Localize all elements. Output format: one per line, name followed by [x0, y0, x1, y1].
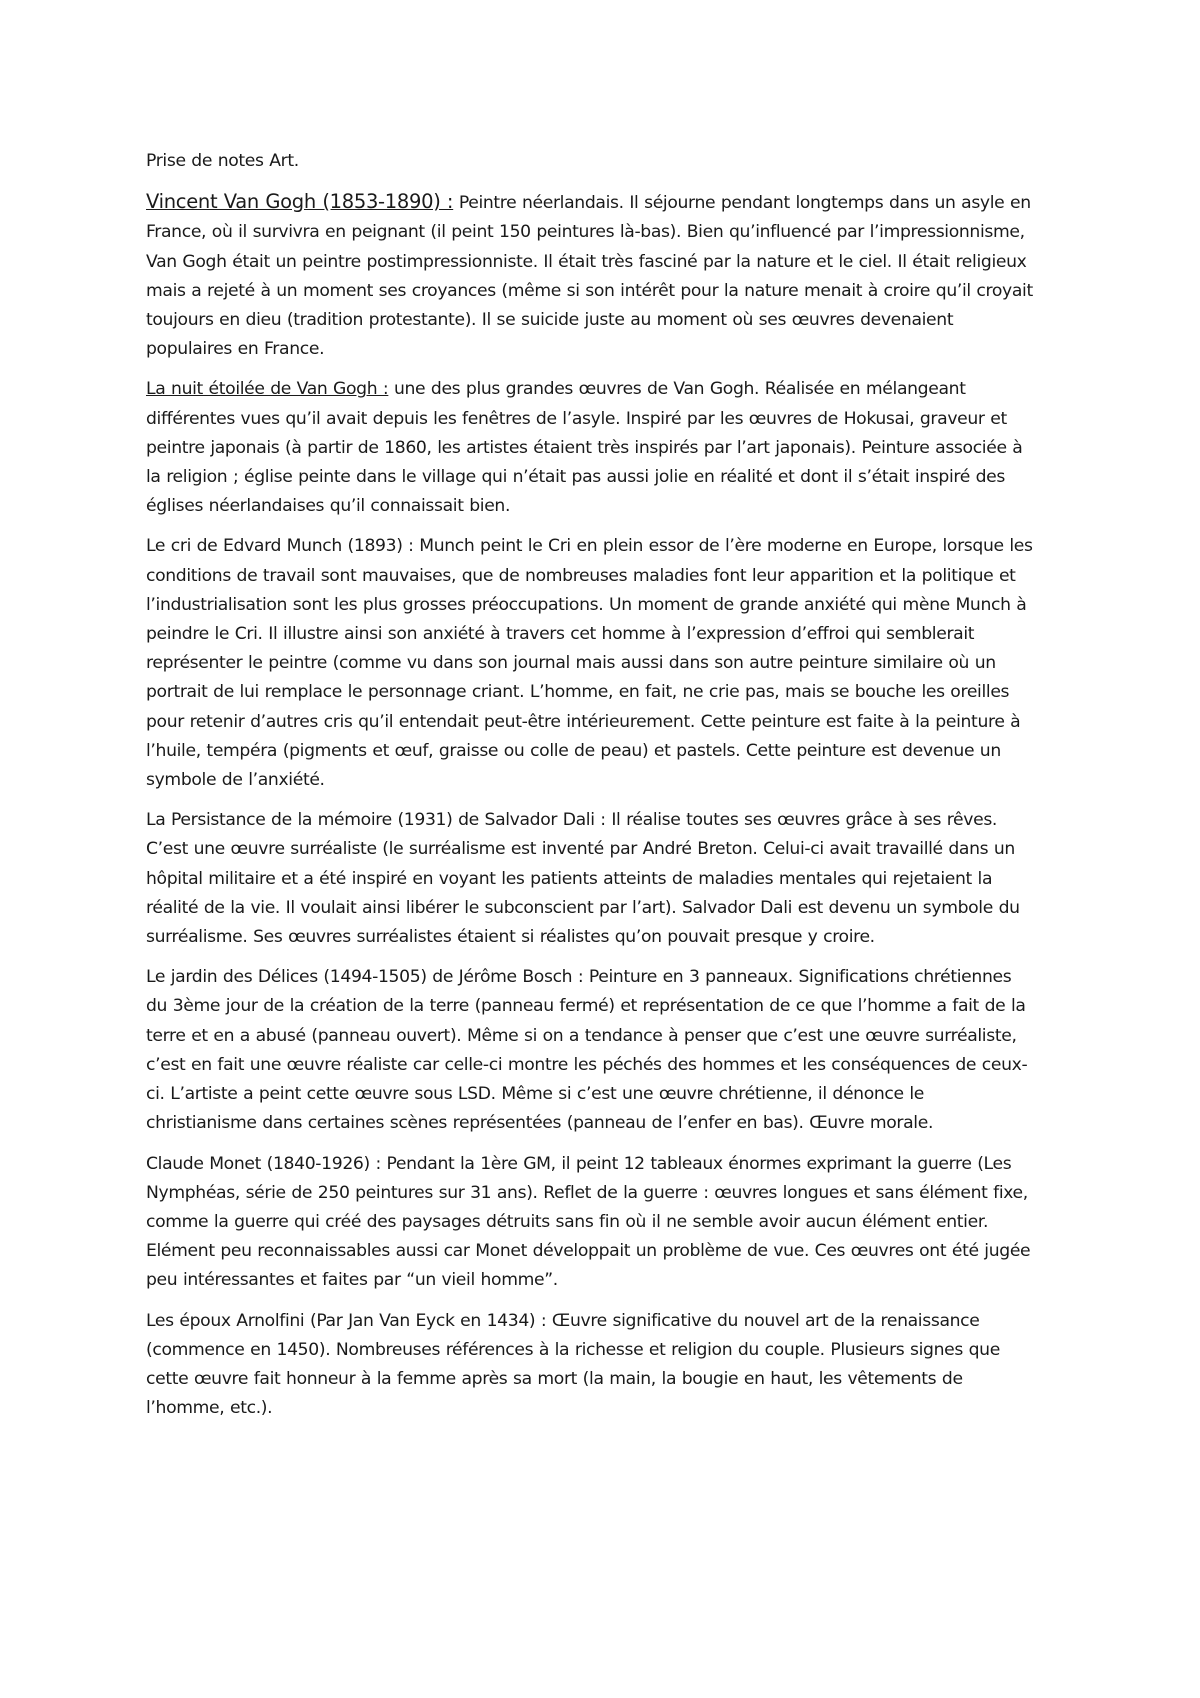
paragraph-persistance-memoire: La Persistance de la mémoire (1931) de Salvador Dali : Il réalise toutes ses œuvres grâce à ses rêves. C’est une œuvre surréaliste (le surréalisme est inventé par André Breton. Celui-ci avait travaillé dans un hôpital militaire et a été inspiré en voyant les patients atteints de maladies mentales qui rejetaient la réalité de la vie. Il voulait ainsi libérer le subconscient par l’art). Salvador Dali est devenu un symbole du surréalisme. Ses œuvres surréalistes étaient si réalistes qu’on pouvait presque y croire. [146, 810, 1020, 948]
paragraph-epoux-arnolfini: Les époux Arnolfini (Par Jan Van Eyck en 1434) : Œuvre significative du nouvel art de la renaissance (commence en 1450). Nombreuses références à la richesse et religion du couple. Plusieurs signes que cette œuvre fait honneur à la femme après sa mort (la main, la bougie en haut, les vêtements de l’homme, etc.). [146, 1310, 1000, 1419]
paragraph-nuit-etoilee [146, 375, 1036, 521]
heading-van-gogh: Vincent Van Gogh (1853-1890) : [146, 190, 454, 214]
heading-nuit-etoilee: La nuit étoilée de Van Gogh : [146, 379, 389, 400]
paragraph-van-gogh [146, 187, 1036, 364]
document-title: Prise de notes Art. [146, 151, 299, 171]
paragraph-nuit-etoilee-text: une des plus grandes œuvres de Van Gogh. Réalisée en mélangeant différentes vues qu’il avait depuis les fenêtres de l’asyle. Inspiré par les œuvres de Hokusai, graveur et peintre japonais (à partir de 1860, les artistes étaient très inspirés par l’art japonais). Peinture associée à la religion ; église peinte dans le village qui n’était pas aussi jolie en réalité et dont il s’était inspiré des églises néerlandaises qu’il connaissait bien. [146, 379, 1023, 517]
paragraph-claude-monet: Claude Monet (1840-1926) : Pendant la 1ère GM, il peint 12 tableaux énormes exprimant la guerre (Les Nymphéas, série de 250 peintures sur 31 ans). Reflet de la guerre : œuvres longues et sans élément fixe, comme la guerre qui créé des paysages détruits sans fin où il ne semble avoir aucun élément entier. Elément peu reconnaissables aussi car Monet développait un problème de vue. Ces œuvres ont été jugée peu intéressantes et faites par “un vieil homme”. [146, 1153, 1031, 1291]
paragraph-le-cri: Le cri de Edvard Munch (1893) : Munch peint le Cri en plein essor de l’ère moderne en Europe, lorsque les conditions de travail sont mauvaises, que de nombreuses maladies font leur apparition et la politique et l’industrialisation sont les plus grosses préoccupations. Un moment de grande anxiété qui mène Munch à peindre le Cri. Il illustre ainsi son anxiété à travers cet homme à l’expression d’effroi qui semblerait représenter le peintre (comme vu dans son journal mais aussi dans son autre peinture similaire où un portrait de lui remplace le personnage criant. L’homme, en fait, ne crie pas, mais se bouche les oreilles pour retenir d’autres cris qu’il entendait peut-être intérieurement. Cette peinture est faite à la peinture à l’huile, tempéra (pigments et œuf, graisse ou colle de peau) et pastels. Cette peinture est devenue un symbole de l’anxiété. [146, 536, 1033, 791]
document-body [146, 147, 1036, 1434]
paragraph-van-gogh-text: Peintre néerlandais. Il séjourne pendant longtemps dans un asyle en France, où il survivra en peignant (il peint 150 peintures là-bas). Bien qu’influencé par l’impressionnisme, Van Gogh était un peintre postimpressionniste. Il était très fasciné par la nature et le ciel. Il était religieux mais a rejeté à un moment ses croyances (même si son intérêt pour la nature menait à croire qu’il croyait toujours en dieu (tradition protestante). Il se suicide juste au moment où ses œuvres devenaient populaires en France. [146, 193, 1033, 360]
paragraph-jardin-delices: Le jardin des Délices (1494-1505) de Jérôme Bosch : Peinture en 3 panneaux. Significations chrétiennes du 3ème jour de la création de la terre (panneau fermé) et représentation de ce que l’homme a fait de la terre et en a abusé (panneau ouvert). Même si on a tendance à penser que c’est une œuvre surréaliste, c’est en fait une œuvre réaliste car celle-ci montre les péchés des hommes et les conséquences de ceux-ci. L’artiste a peint cette œuvre sous LSD. Même si c’est une œuvre chrétienne, il dénonce le christianisme dans certaines scènes représentées (panneau de l’enfer en bas). Œuvre morale. [146, 967, 1028, 1134]
